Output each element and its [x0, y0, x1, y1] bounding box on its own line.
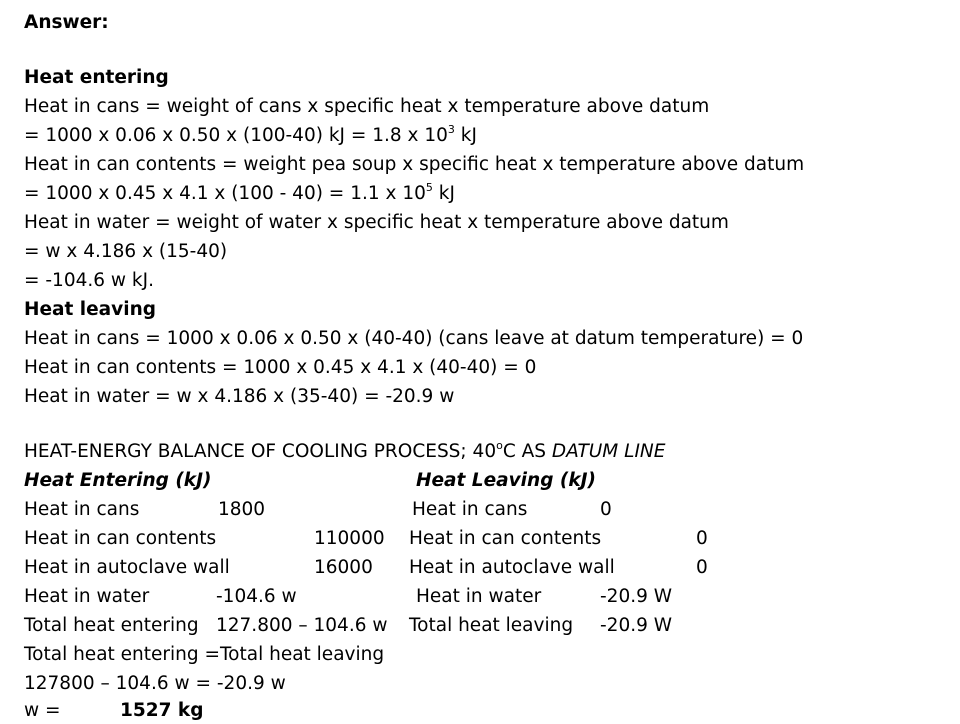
leaving-water: Heat in water = w x 4.186 x (35-40) = -20.9 w — [24, 386, 455, 407]
cans-calc-line — [24, 123, 477, 149]
cans-calc: = 1000 x 0.06 x 0.50 x (100-40) kJ = 1.8 x 10 — [24, 125, 448, 146]
heat-leaving-heading: Heat leaving — [24, 299, 156, 320]
water-formula: Heat in water = weight of water x specific heat x temperature above datum — [24, 212, 729, 233]
cans-formula: Heat in cans = weight of cans x specific heat x temperature above datum — [24, 96, 710, 117]
in-label: Total heat entering — [24, 615, 199, 636]
out-label: Total heat leaving — [409, 615, 574, 636]
contents-calc: = 1000 x 0.45 x 4.1 x (100 - 40) = 1.1 x 10 — [24, 183, 426, 204]
in-label: Heat in water — [24, 586, 150, 607]
contents-calc-line — [24, 181, 455, 207]
out-value: -20.9 W — [600, 615, 673, 636]
balance-title-italic: DATUM LINE — [551, 441, 666, 462]
out-label: Heat in cans — [412, 499, 528, 520]
in-value: -104.6 w — [216, 586, 297, 607]
heat-entering-heading: Heat entering — [24, 67, 169, 88]
col-heat-leaving: Heat Leaving (kJ) — [416, 470, 596, 491]
contents-unit: kJ — [432, 183, 455, 204]
balance-equation: Total heat entering =Total heat leaving — [24, 644, 385, 665]
result-value: 1527 kg — [120, 700, 204, 721]
balance-title-mid: C AS — [502, 441, 552, 462]
leaving-contents: Heat in can contents = 1000 x 0.45 x 4.1 x (40-40) = 0 — [24, 357, 537, 378]
out-label: Heat in autoclave wall — [409, 557, 615, 578]
result-label: w = — [24, 700, 61, 721]
degree-sup: o — [496, 438, 503, 452]
water-result: = -104.6 w kJ. — [24, 270, 154, 291]
cans-exponent: 3 — [447, 122, 455, 136]
balance-title — [24, 439, 665, 465]
leaving-cans: Heat in cans = 1000 x 0.06 x 0.50 x (40-40) (cans leave at datum temperature) = 0 — [24, 328, 804, 349]
out-value: 0 — [696, 528, 708, 549]
in-value: 1800 — [218, 499, 266, 520]
water-calc: = w x 4.186 x (15-40) — [24, 241, 228, 262]
in-value: 127.800 – 104.6 w — [216, 615, 388, 636]
out-label: Heat in water — [416, 586, 542, 607]
contents-formula: Heat in can contents = weight pea soup x specific heat x temperature above datum — [24, 154, 805, 175]
out-value: 0 — [600, 499, 612, 520]
in-value: 16000 — [314, 557, 373, 578]
out-value: 0 — [696, 557, 708, 578]
in-label: Heat in cans — [24, 499, 140, 520]
in-label: Heat in autoclave wall — [24, 557, 230, 578]
cans-unit: kJ — [454, 125, 477, 146]
balance-title-pre: HEAT-ENERGY BALANCE OF COOLING PROCESS; 40 — [24, 441, 497, 462]
solve-line: 127800 – 104.6 w = -20.9 w — [24, 673, 286, 694]
out-value: -20.9 W — [600, 586, 673, 607]
in-value: 110000 — [314, 528, 385, 549]
contents-exponent: 5 — [425, 180, 433, 194]
answer-label: Answer: — [24, 12, 109, 33]
col-heat-entering: Heat Entering (kJ) — [24, 470, 212, 491]
out-label: Heat in can contents — [409, 528, 602, 549]
in-label: Heat in can contents — [24, 528, 217, 549]
